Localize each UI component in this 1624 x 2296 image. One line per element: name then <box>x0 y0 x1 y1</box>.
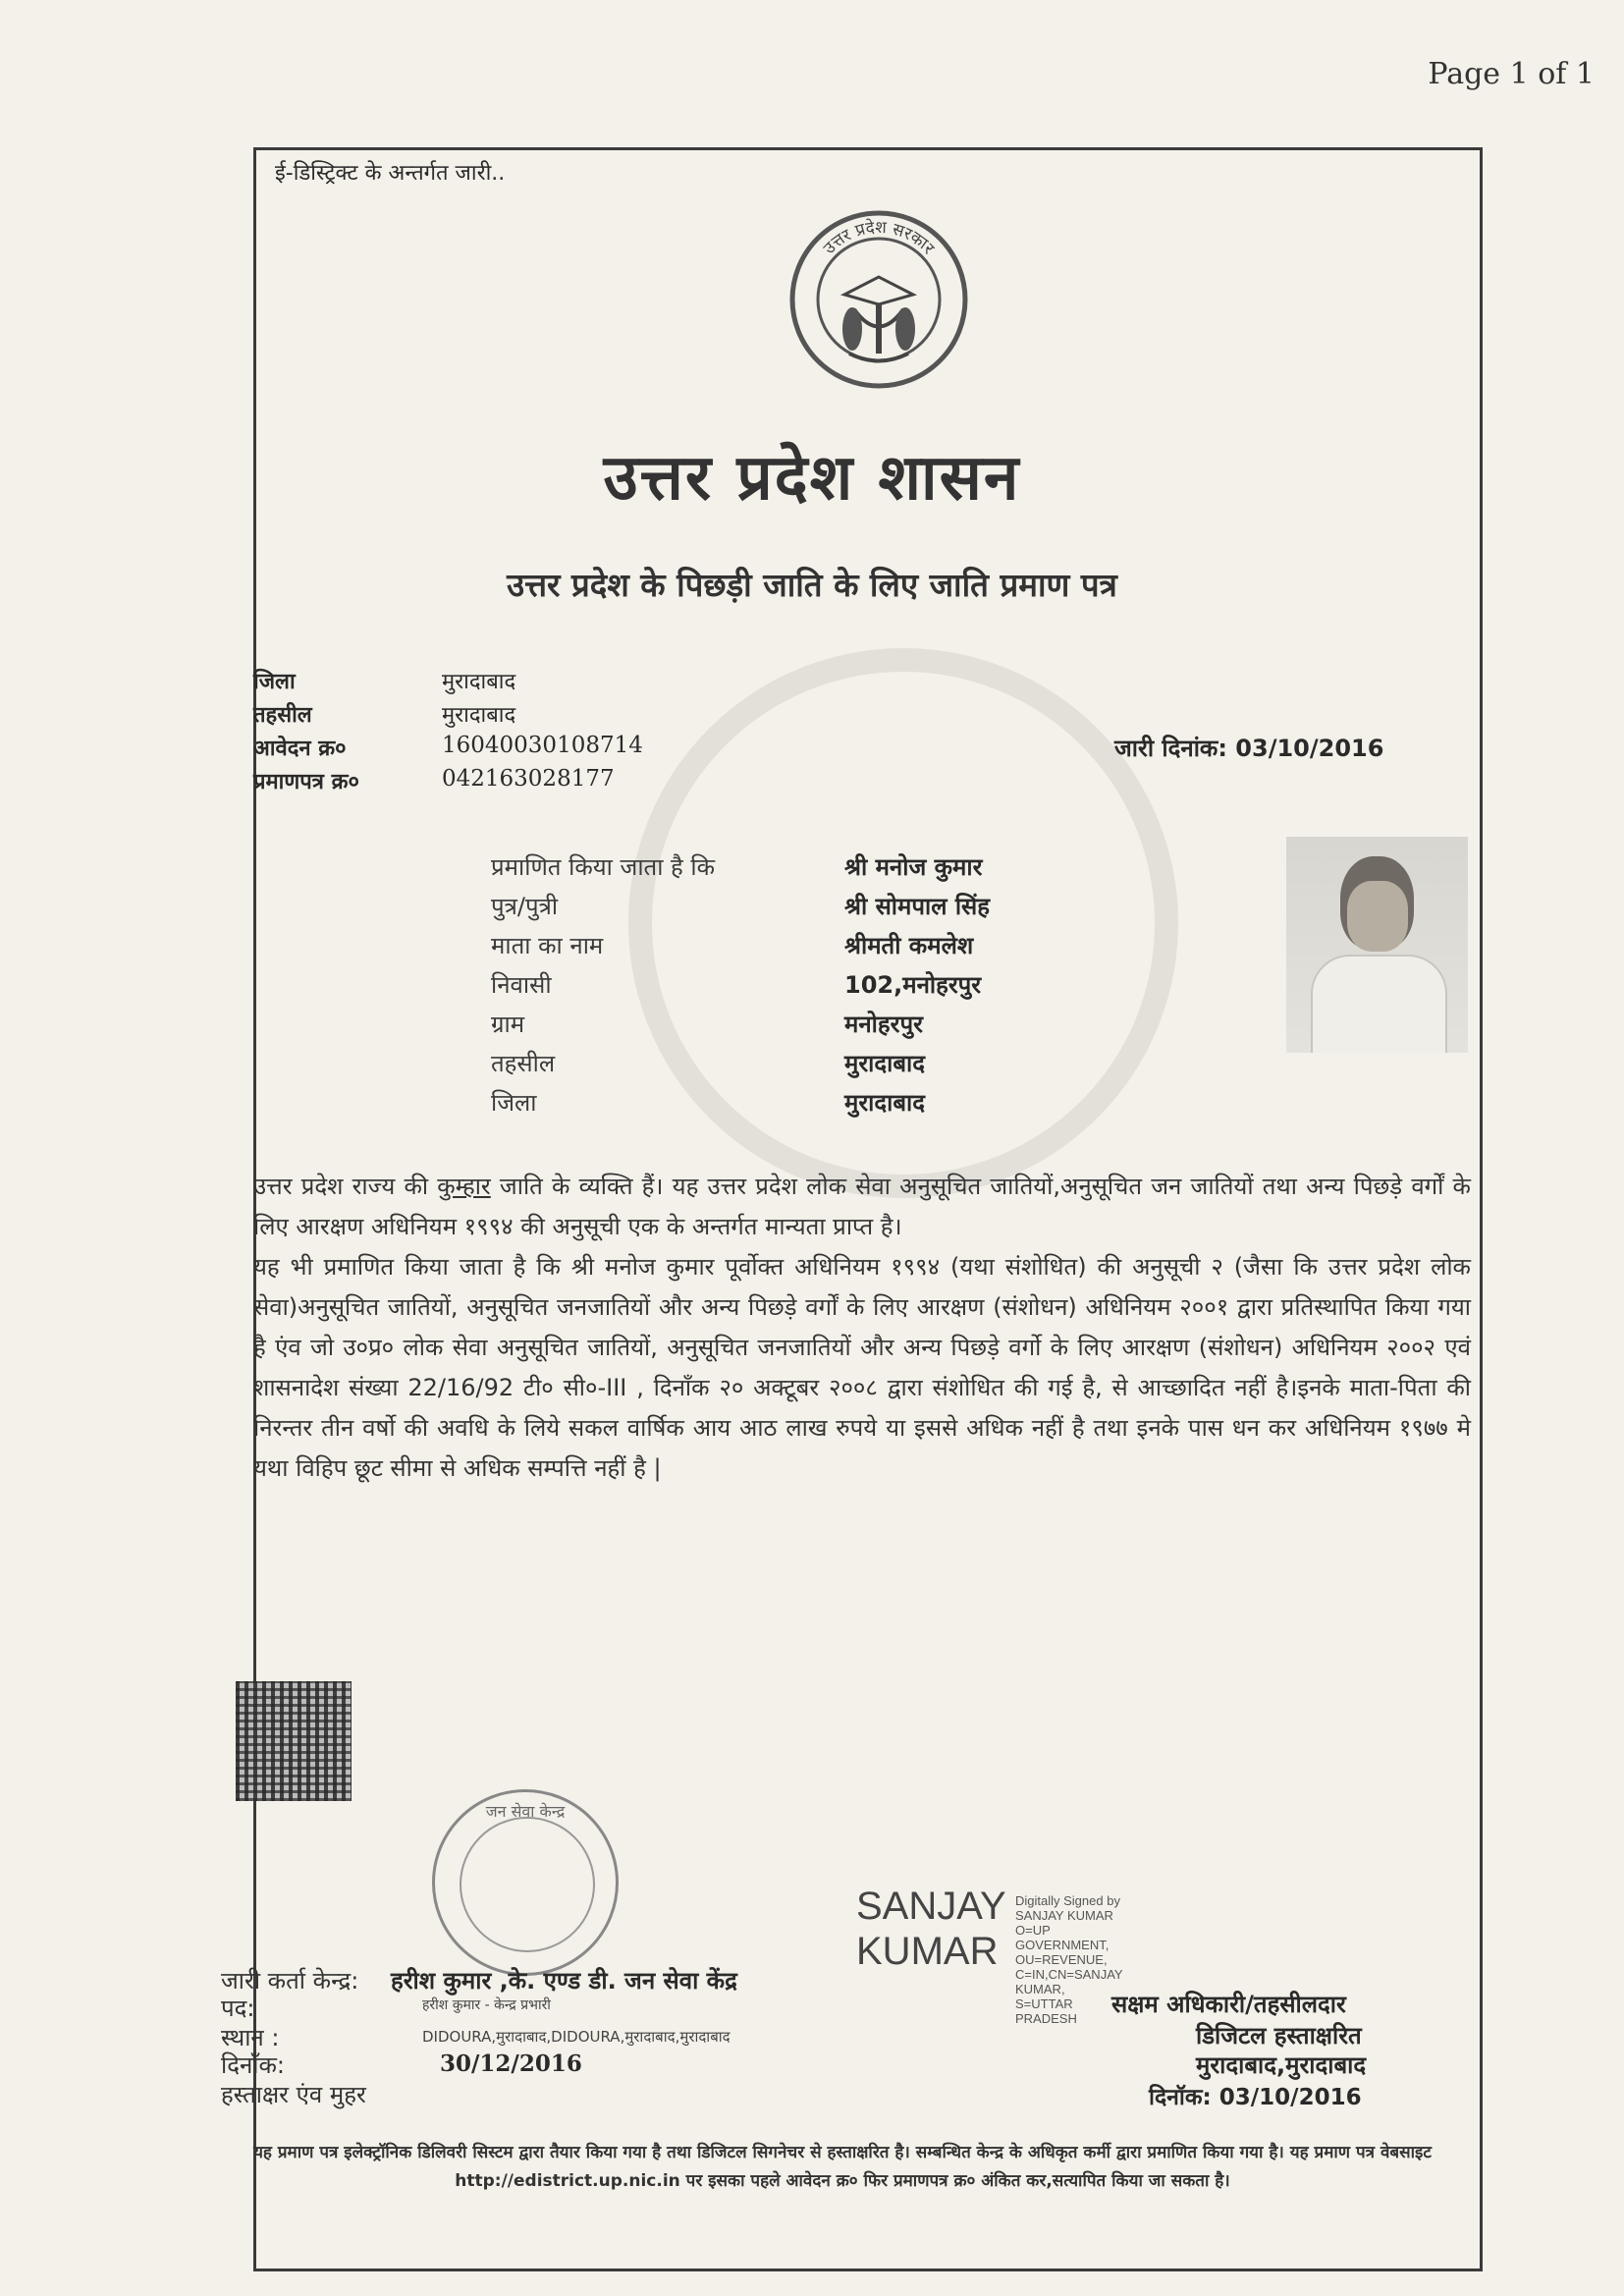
detail-label: जिला <box>491 1089 537 1117</box>
date-label: दिनाँक: <box>221 2051 286 2079</box>
application-number-label: आवेदन क्र० <box>253 737 347 761</box>
emblem-text: उत्तर प्रदेश सरकार <box>819 217 939 259</box>
service-centre-seal-icon <box>432 1789 619 1976</box>
designation-value: हरीश कुमार - केन्द्र प्रभारी <box>422 1997 551 2013</box>
place-value: DIDOURA,मुरादाबाद,DIDOURA,मुरादाबाद,मुरादाबाद <box>422 2028 731 2046</box>
district-label: जिला <box>253 670 296 694</box>
certificate-title: उत्तर प्रदेश के पिछड़ी जाति के लिए जाति प्रमाण पत्र <box>507 566 1117 604</box>
officer-location: मुरादाबाद,मुरादाबाद <box>1196 2051 1367 2079</box>
certificate-body <box>253 1167 1471 1489</box>
detail-value-tehsil: मुरादाबाद <box>844 1050 926 1077</box>
applicant-photo <box>1286 837 1468 1053</box>
detail-value-name: श्री मनोज कुमार <box>844 853 983 881</box>
officer-designation: सक्षम अधिकारी/तहसीलदार <box>1111 1991 1346 2018</box>
digital-signature-name: SANJAY KUMAR <box>856 1885 1006 1973</box>
detail-label: माता का नाम <box>491 932 604 959</box>
issuing-centre-label: जारी कर्ता केन्द्र: <box>221 1967 359 1995</box>
detail-label: निवासी <box>491 971 552 999</box>
government-title: उत्तर प्रदेश शासन <box>603 442 1021 515</box>
designation-label: पद: <box>221 1995 255 2022</box>
page-number: Page 1 of 1 <box>1428 57 1595 91</box>
place-label: स्थान : <box>221 2024 280 2051</box>
detail-label: पुत्र/पुत्री <box>491 893 559 920</box>
signature-seal-label: हस्ताक्षर एंव मुहर <box>221 2081 366 2108</box>
detail-label: प्रमाणित किया जाता है कि <box>491 853 716 881</box>
digital-signature-details: Digitally Signed by SANJAY KUMAR O=UP GOVERNMENT, OU=REVENUE, C=IN,CN=SANJAY KUMAR, S=UTTAR PRADESH <box>1015 1893 1123 2026</box>
application-number-value: 16040030108714 <box>442 733 643 758</box>
issued-under-note: ई-डिस्ट्रिक्ट के अन्तर्गत जारी.. <box>275 161 506 186</box>
issue-date: जारी दिनांक: 03/10/2016 <box>1114 735 1384 762</box>
up-government-emblem-icon <box>776 206 982 393</box>
detail-value-father: श्री सोमपाल सिंह <box>844 893 991 920</box>
seal-text: जन सेवा केन्द्र <box>485 1802 566 1821</box>
district-value: मुरादाबाद <box>442 670 516 694</box>
detail-value-village: मनोहरपुर <box>844 1011 923 1038</box>
detail-label: ग्राम <box>491 1011 525 1038</box>
body-paragraph-2: यह भी प्रमाणित किया जाता है कि श्री मनोज कुमार पूर्वोक्त अधिनियम १९९४ (यथा संशोधित) की अनुसूची २ (जैसा कि उत्तर प्रदेश लोक सेवा)अनुसूचित जातियों, अनुसूचित जनजातियों और अन्य पिछड़े वर्गों के लिए आरक्षण (संशोधन) अधिनियम २००१ द्वारा प्रतिस्थापित किया गया है एंव जो उ०प्र० लोक सेवा अनुसूचित जातियों, अनुसूचित जनजातियों और अन्य पिछड़े वर्गो के लिए आरक्षण (संशोधन) अधिनियम २००२ एवं शासनादेश संख्या 22/16/92 टी० सी०-III , दिनाँक २० अक्टूबर २००८ द्वारा संशोधित की गई है, से आच्छादित नहीं है।इनके माता-पिता की निरन्तर तीन वर्षो की अवधि के लिये सकल वार्षिक आय आठ लाख रुपये या इससे अधिक नहीं है तथा इनके पास धन कर अधिनियम १९७७ मे यथा विहिप छूट सीमा से अधिक सम्पत्ति नहीं है | <box>253 1253 1471 1482</box>
disclaimer: यह प्रमाण पत्र इलेक्ट्रॉनिक डिलिवरी सिस्टम द्वारा तैयार किया गया है तथा डिजिटल सिगनेचर से हस्ताक्षरित है। सम्बन्धित केन्द्र के अधिकृत कर्मी द्वारा प्रमाणित किया गया है। यह प्रमाण पत्र वेबसाइट http://edistrict.up.nic.in पर इसका पहले आवेदन क्र० फिर प्रमाणपत्र क्र० अंकित कर,सत्यापित किया जा सकता है। <box>253 2143 1432 2191</box>
officer-date: दिनॉक: 03/10/2016 <box>1149 2085 1362 2110</box>
date-value: 30/12/2016 <box>440 2050 582 2077</box>
officer-digital-signed: डिजिटल हस्ताक्षरित <box>1196 2022 1362 2050</box>
detail-label: तहसील <box>491 1050 556 1077</box>
certificate-number-value: 042163028177 <box>442 766 615 792</box>
detail-value-residence: 102,मनोहरपुर <box>844 971 982 999</box>
detail-value-mother: श्रीमती कमलेश <box>844 932 974 959</box>
body-paragraph-1: उत्तर प्रदेश राज्य की कुम्हार जाति के व्यक्ति हैं। यह उत्तर प्रदेश लोक सेवा अनुसूचित जातियों,अनुसूचित जन जातियों तथा अन्य पिछड़े वर्गों के लिए आरक्षण अधिनियम १९९४ की अनुसूची एक के अन्तर्गत मान्यता प्राप्त है। <box>253 1173 1471 1240</box>
tehsil-value: मुरादाबाद <box>442 703 516 728</box>
caste-name: कुम्हार <box>437 1173 491 1200</box>
detail-value-district: मुरादाबाद <box>844 1089 926 1117</box>
issuing-centre-value: हरीश कुमार ,के. एण्ड डी. जन सेवा केंद्र <box>391 1967 737 1995</box>
tehsil-label: तहसील <box>253 703 312 728</box>
certificate-number-label: प्रमाणपत्र क्र० <box>253 770 359 794</box>
qr-code-icon <box>236 1681 352 1801</box>
